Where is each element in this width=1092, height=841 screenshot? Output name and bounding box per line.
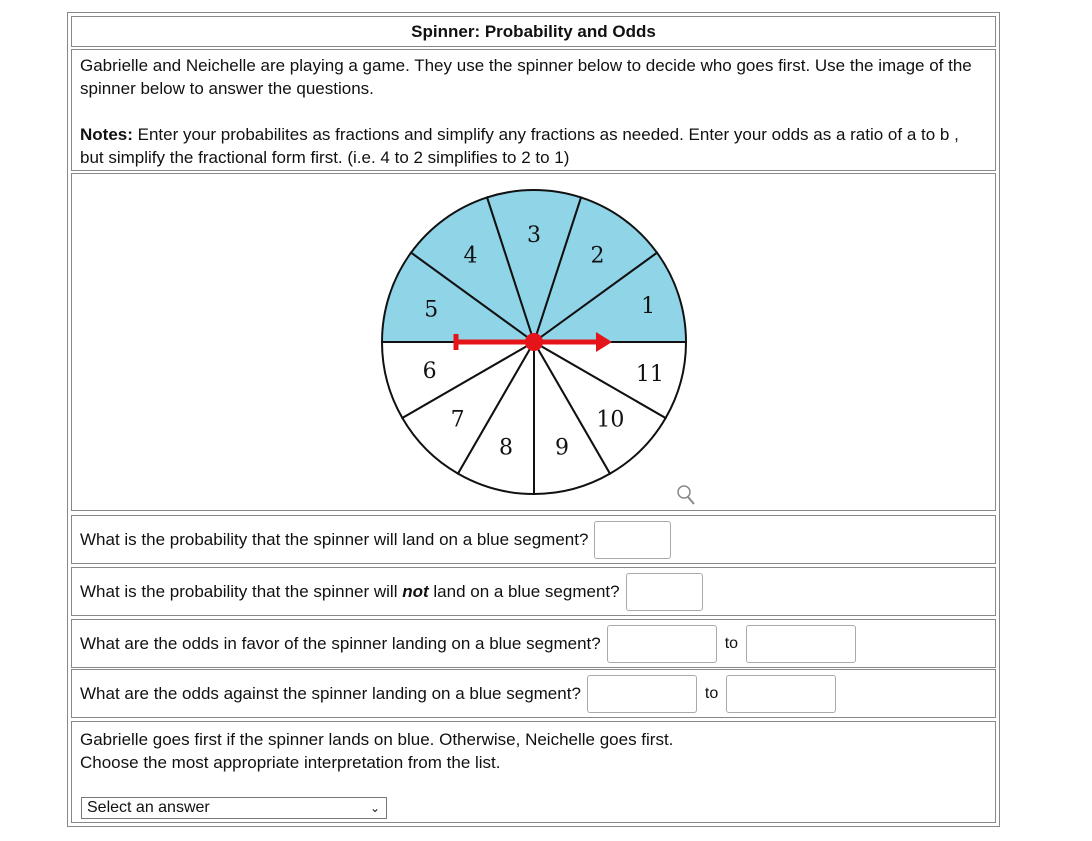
probability-blue-input[interactable] <box>594 521 671 559</box>
probability-not-blue-input[interactable] <box>626 573 703 611</box>
spinner-label-7: 7 <box>450 407 465 433</box>
spinner-label-6: 6 <box>422 358 437 384</box>
interpretation-panel <box>71 721 996 823</box>
intro-panel <box>71 49 996 171</box>
interpretation-line-2: Choose the most appropriate interpretation from the list. <box>80 753 501 772</box>
spinner-label-1: 1 <box>641 293 656 319</box>
question-container <box>67 12 1000 827</box>
spinner-label-11: 11 <box>635 362 664 388</box>
spinner-label-2: 2 <box>590 243 605 269</box>
page-title: Spinner: Probability and Odds <box>71 16 996 47</box>
spinner-label-5: 5 <box>424 297 439 323</box>
odds-favor-a-input[interactable] <box>607 625 717 663</box>
question-2 <box>71 567 996 616</box>
question-3-text: What are the odds in favor of the spinner landing on a blue segment? <box>80 633 601 653</box>
odds-against-a-input[interactable] <box>587 675 697 713</box>
notes-label: Notes: <box>80 125 133 144</box>
odds-against-to-label: to <box>704 684 719 702</box>
question-4 <box>71 669 996 718</box>
question-1 <box>71 515 996 564</box>
select-value: Select an answer <box>87 799 210 816</box>
spinner-figure <box>71 173 996 511</box>
spinner-label-10: 10 <box>596 407 625 433</box>
spinner-image <box>72 174 995 510</box>
chevron-down-icon: ⌄ <box>369 801 380 815</box>
spinner-label-4: 4 <box>463 243 478 269</box>
question-1-text: What is the probability that the spinner will land on a blue segment? <box>80 529 589 549</box>
question-2-pre: What is the probability that the spinner will <box>80 581 403 601</box>
question-2-text <box>80 582 620 602</box>
question-2-post: land on a blue segment? <box>428 581 620 601</box>
spinner-hub <box>525 333 543 351</box>
odds-against-b-input[interactable] <box>726 675 836 713</box>
spinner-label-8: 8 <box>499 435 514 461</box>
interpretation-select[interactable] <box>81 797 387 819</box>
notes-text <box>80 123 987 169</box>
spinner-label-3: 3 <box>527 223 541 248</box>
interpretation-line-1: Gabrielle goes first if the spinner lands on blue. Otherwise, Neichelle goes first. <box>80 730 674 749</box>
question-3 <box>71 619 996 668</box>
odds-favor-to-label: to <box>724 634 739 652</box>
spinner-label-9: 9 <box>554 435 569 461</box>
zoom-icon[interactable] <box>678 486 694 504</box>
question-2-emphasis: not <box>402 581 429 601</box>
question-4-text: What are the odds against the spinner landing on a blue segment? <box>80 683 581 703</box>
odds-favor-b-input[interactable] <box>746 625 856 663</box>
intro-text: Gabrielle and Neichelle are playing a game. They use the spinner below to decide who goes first. Use the image of the spinner below to answer the questions. <box>80 56 972 98</box>
notes-body: Enter your probabilites as fractions and simplify any fractions as needed. Enter your odds as a ratio of a to b , but simplify the fractional form first. (i.e. 4 to 2 simplifies to 2 to 1) <box>80 125 959 167</box>
